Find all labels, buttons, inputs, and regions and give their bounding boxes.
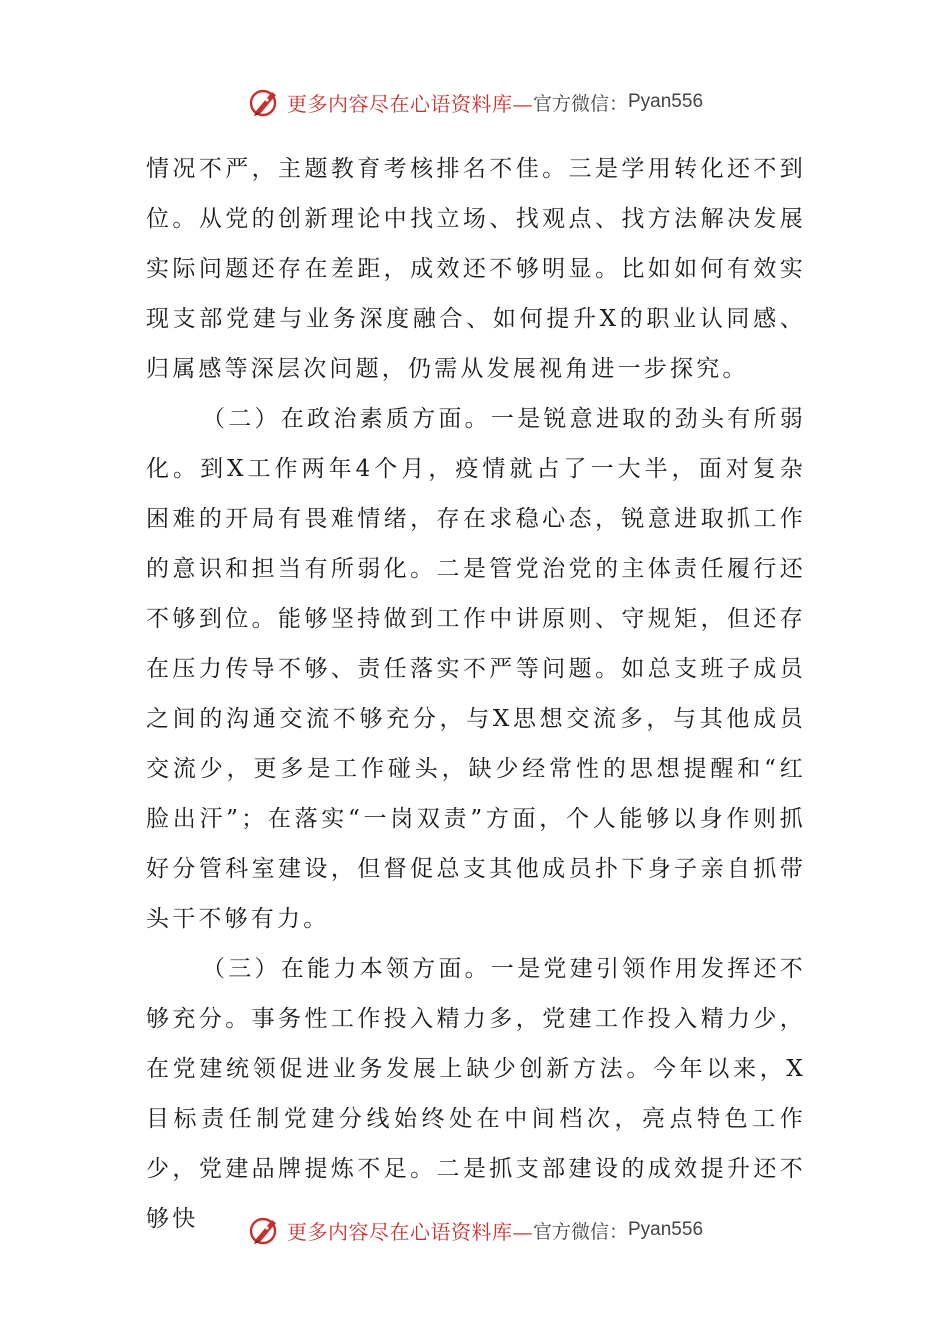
pen-circle-logo-icon — [247, 84, 283, 120]
watermark-text: 更多内容尽在心语资料库— — [286, 1219, 533, 1244]
paragraph-political-quality: （二）在政治素质方面。一是锐意进取的劲头有所弱化。到X工作两年4个月，疫情就占了一大半，面对复杂困难的开局有畏难情绪，存在求稳心态，锐意进取抓工作的意识和担当有所弱化。二是管党治党的主体责任履行还不够到位。能够坚持做到工作中讲原则、守规矩，但还存在压力传导不够、责任落实不严等问题。如总支班子成员之间的沟通交流不够充分，与X思想交流多，与其他成员交流少，更多是工作碰头，缺少经常性的思想提醒和“红脸出汗”；在落实“一岗双责”方面，个人能够以身作则抓好分管科室建设，但督促总支其他成员扑下身子亲自抓带头干不够有力。 — [146, 406, 806, 932]
document-body — [146, 144, 806, 1244]
paragraph-continuation: 情况不严，主题教育考核排名不佳。三是学用转化还不到位。从党的创新理论中找立场、找观点、找方法解决发展实际问题还存在差距，成效还不够明显。比如如何有效实现支部党建与业务深度融合、如何提升X的职业认同感、归属感等深层次问题，仍需从发展视角进一步探究。 — [146, 156, 806, 382]
watermark-text: 更多内容尽在心语资料库— — [286, 91, 533, 116]
watermark-wechat-id: Pyan556 — [628, 1219, 704, 1240]
watermark-wechat-label: 官方微信： — [532, 92, 628, 115]
footer-watermark-banner — [0, 1210, 950, 1250]
watermark-wechat-label: 官方微信： — [532, 1220, 628, 1243]
paragraph-capability: （三）在能力本领方面。一是党建引领作用发挥还不够充分。事务性工作投入精力多，党建工作投入精力少，在党建统领促进业务发展上缺少创新方法。今年以来，X目标责任制党建分线始终处在中间档次，亮点特色工作少，党建品牌提炼不足。二是抓支部建设的成效提升还不够快 — [146, 956, 806, 1232]
watermark-wechat-id: Pyan556 — [628, 91, 704, 112]
pen-circle-logo-icon — [247, 1212, 283, 1248]
header-watermark-banner — [0, 82, 950, 122]
